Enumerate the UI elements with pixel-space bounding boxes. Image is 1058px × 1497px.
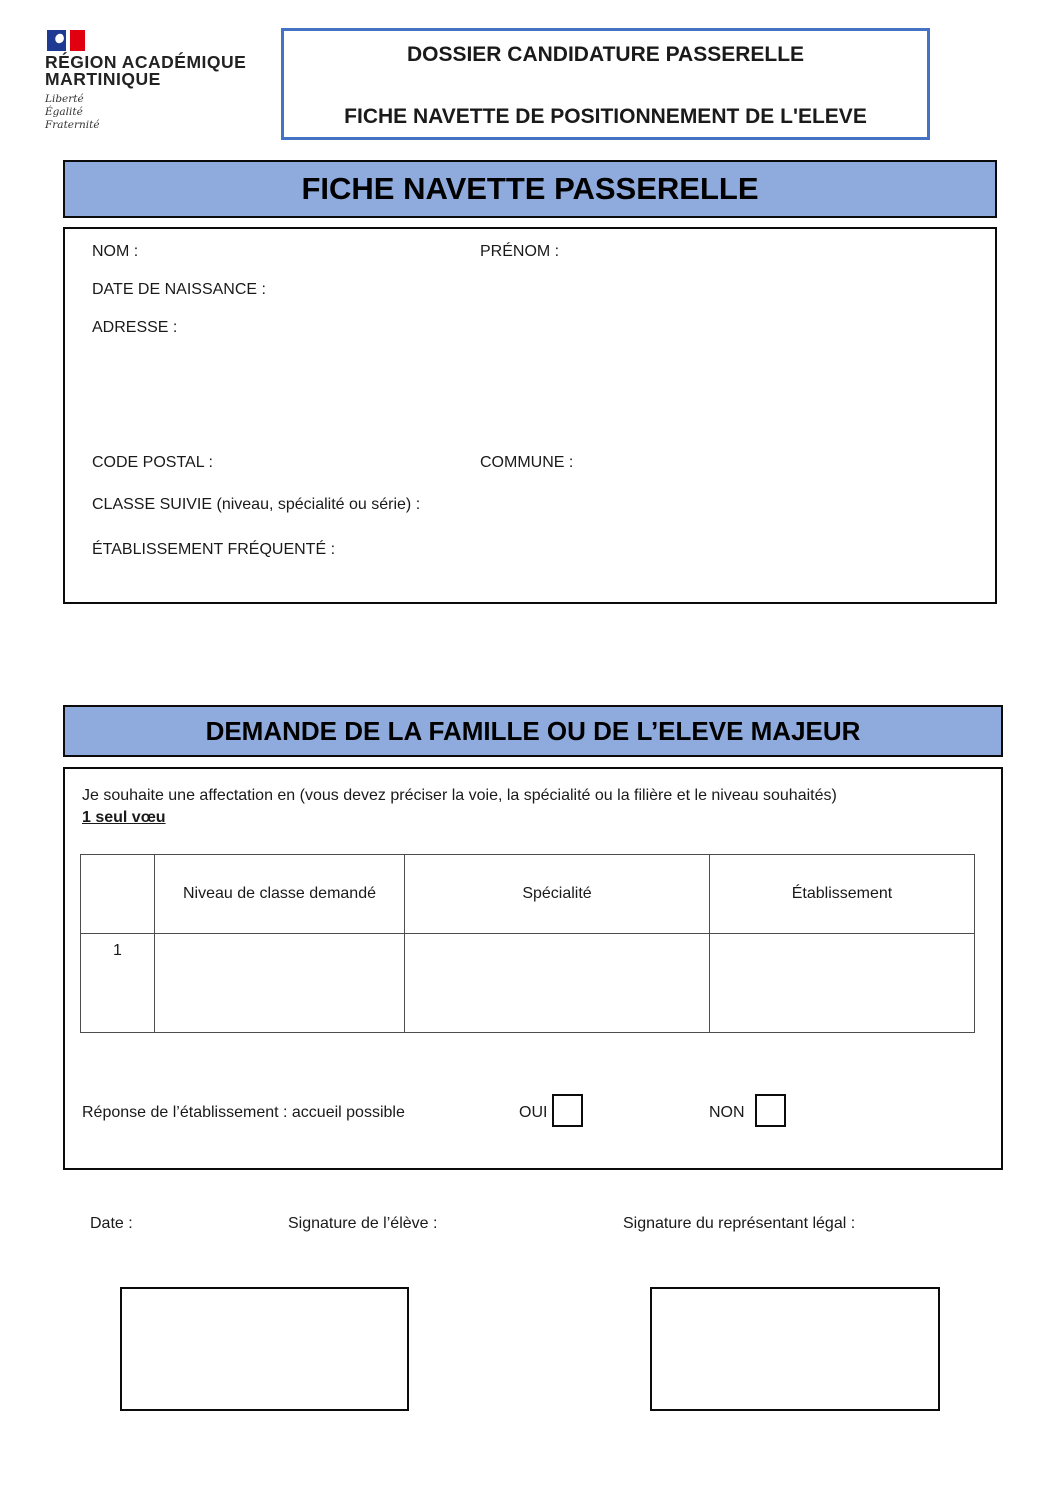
oui-label: OUI — [519, 1104, 548, 1121]
wish-row-number: 1 — [81, 934, 155, 1033]
wish-etablissement-cell[interactable] — [710, 934, 975, 1033]
signature-representant-label: Signature du représentant légal : — [623, 1215, 856, 1232]
wish-table — [80, 854, 975, 1033]
logo-region-line1: RÉGION ACADÉMIQUE — [45, 52, 247, 72]
wish-specialite-cell[interactable] — [405, 934, 710, 1033]
code-postal-label: CODE POSTAL : — [92, 454, 213, 471]
logo-region-line2: MARTINIQUE — [45, 69, 161, 89]
french-flag-icon — [47, 30, 85, 51]
header-title-line2: FICHE NAVETTE DE POSITIONNEMENT DE L'ELEVE — [344, 105, 867, 128]
demande-intro-text: Je souhaite une affectation en (vous devez préciser la voie, la spécialité ou la filière et le niveau souhaités) — [82, 787, 837, 804]
motto-fraternite: Fraternité — [45, 119, 100, 131]
non-checkbox[interactable] — [755, 1094, 786, 1127]
wish-header-niveau: Niveau de classe demandé — [155, 855, 405, 934]
motto-egalite: Égalité — [45, 106, 83, 118]
wish-table-row — [81, 934, 975, 1033]
reponse-etablissement-label: Réponse de l’établissement : accueil possible — [82, 1104, 405, 1121]
date-naissance-label: DATE DE NAISSANCE : — [92, 281, 266, 298]
prenom-label: PRÉNOM : — [480, 243, 560, 260]
non-label: NON — [709, 1104, 745, 1121]
identity-section-banner — [63, 160, 997, 218]
region-academique-logo — [45, 30, 275, 132]
demande-box — [63, 767, 1003, 1170]
wish-header-num — [81, 855, 155, 934]
motto-liberte: Liberté — [45, 93, 84, 105]
oui-checkbox[interactable] — [552, 1094, 583, 1127]
commune-label: COMMUNE : — [480, 454, 574, 471]
demande-section-banner — [63, 705, 1003, 757]
logo-motto — [45, 93, 275, 132]
wish-header-etablissement: Établissement — [710, 855, 975, 934]
header-title-line1: DOSSIER CANDIDATURE PASSERELLE — [406, 43, 805, 66]
demande-banner-title: DEMANDE DE LA FAMILLE OU DE L’ELEVE MAJEUR — [205, 715, 861, 746]
wish-niveau-cell[interactable] — [155, 934, 405, 1033]
nom-label: NOM : — [92, 243, 139, 260]
wish-table-header-row — [81, 855, 975, 934]
adresse-label: ADRESSE : — [92, 319, 178, 336]
signature-eleve-label: Signature de l’élève : — [288, 1215, 438, 1232]
signature-eleve-box[interactable] — [120, 1287, 409, 1411]
demande-intro-bold: 1 seul vœu — [82, 809, 166, 826]
etablissement-frequente-label: ÉTABLISSEMENT FRÉQUENTÉ : — [92, 541, 336, 558]
signature-representant-box[interactable] — [650, 1287, 940, 1411]
identity-fields-box — [63, 227, 997, 604]
classe-suivie-label: CLASSE SUIVIE (niveau, spécialité ou série) : — [92, 496, 421, 513]
document-header-box — [281, 28, 930, 140]
wish-header-specialite: Spécialité — [405, 855, 710, 934]
date-label: Date : — [90, 1215, 133, 1232]
identity-banner-title: FICHE NAVETTE PASSERELLE — [301, 171, 759, 206]
